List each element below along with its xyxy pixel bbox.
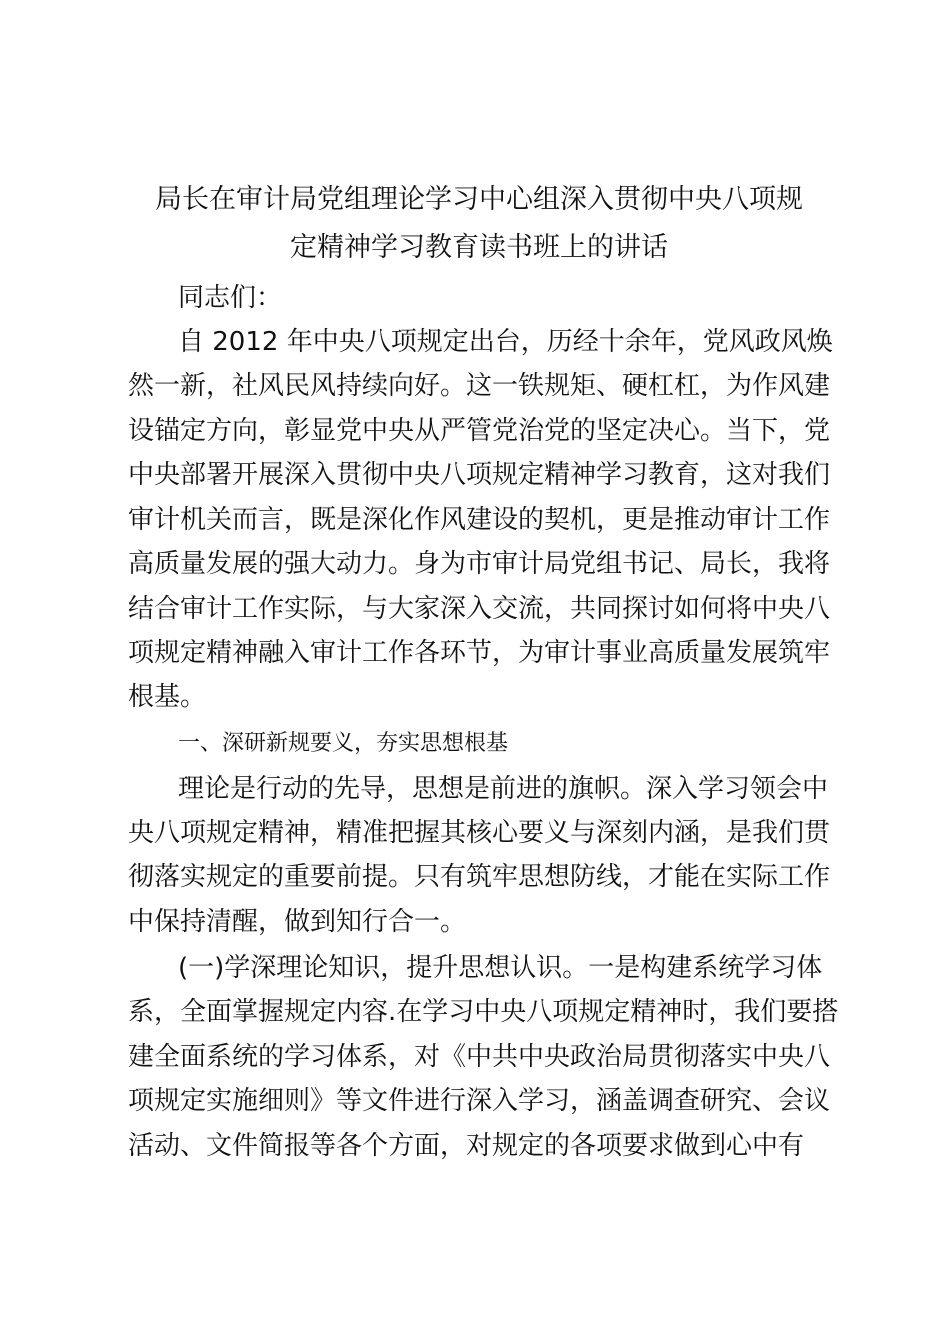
paragraph-2-line: 中保持清醒，做到知行合一。 <box>128 907 467 937</box>
paragraph-2-line: 理论是行动的先导，思想是前进的旗帜。深入学习领会中 <box>178 774 829 804</box>
paragraph-3-line: 系，全面掌握规定内容.在学习中央八项规定精神时，我们要搭 <box>128 997 839 1027</box>
paragraph-3-line: (一)学深理论知识，提升思想认识。一是构建系统学习体 <box>178 953 823 983</box>
paragraph-1-line: 根基。 <box>128 682 207 712</box>
paragraph-3-line: 建全面系统的学习体系，对《中共中央政治局贯彻落实中央八 <box>128 1042 831 1072</box>
paragraph-2-line: 央八项规定精神，精准把握其核心要义与深刻内涵，是我们贯 <box>128 818 831 848</box>
paragraph-2-line: 彻落实规定的重要前提。只有筑牢思想防线，才能在实际工作 <box>128 862 831 892</box>
paragraph-3-line: 项规定实施细则》等文件进行深入学习，涵盖调查研究、会议 <box>128 1086 831 1116</box>
paragraph-1-line: 审计机关而言，既是深化作风建设的契机，更是推动审计工作 <box>128 505 831 535</box>
paragraph-3-line: 活动、文件简报等各个方面，对规定的各项要求做到心中有 <box>128 1131 805 1161</box>
paragraph-1-line: 高质量发展的强大动力。身为市审计局党组书记、局长，我将 <box>128 549 831 579</box>
paragraph-1-line: 自 2012 年中央八项规定出台，历经十余年，党风政风焕 <box>178 327 833 357</box>
document-title-line-1: 局长在审计局党组理论学习中心组深入贯彻中央八项规 <box>155 184 803 215</box>
paragraph-1-line: 然一新，社风民风持续向好。这一铁规矩、硬杠杠，为作风建 <box>128 371 831 401</box>
paragraph-1-line: 项规定精神融入审计工作各环节，为审计事业高质量发展筑牢 <box>128 638 831 668</box>
paragraph-1-line: 结合审计工作实际，与大家深入交流，共同探讨如何将中央八 <box>128 594 831 624</box>
paragraph-1-line: 中央部署开展深入贯彻中央八项规定精神学习教育，这对我们 <box>128 460 831 490</box>
salutation: 同志们： <box>178 283 283 313</box>
document-title-line-2: 定精神学习教育读书班上的讲话 <box>290 232 668 263</box>
section-1-heading: 一、深研新规要义，夯实思想根基 <box>178 731 509 756</box>
paragraph-1-line: 设锚定方向，彰显党中央从严管党治党的坚定决心。当下，党 <box>128 416 831 446</box>
